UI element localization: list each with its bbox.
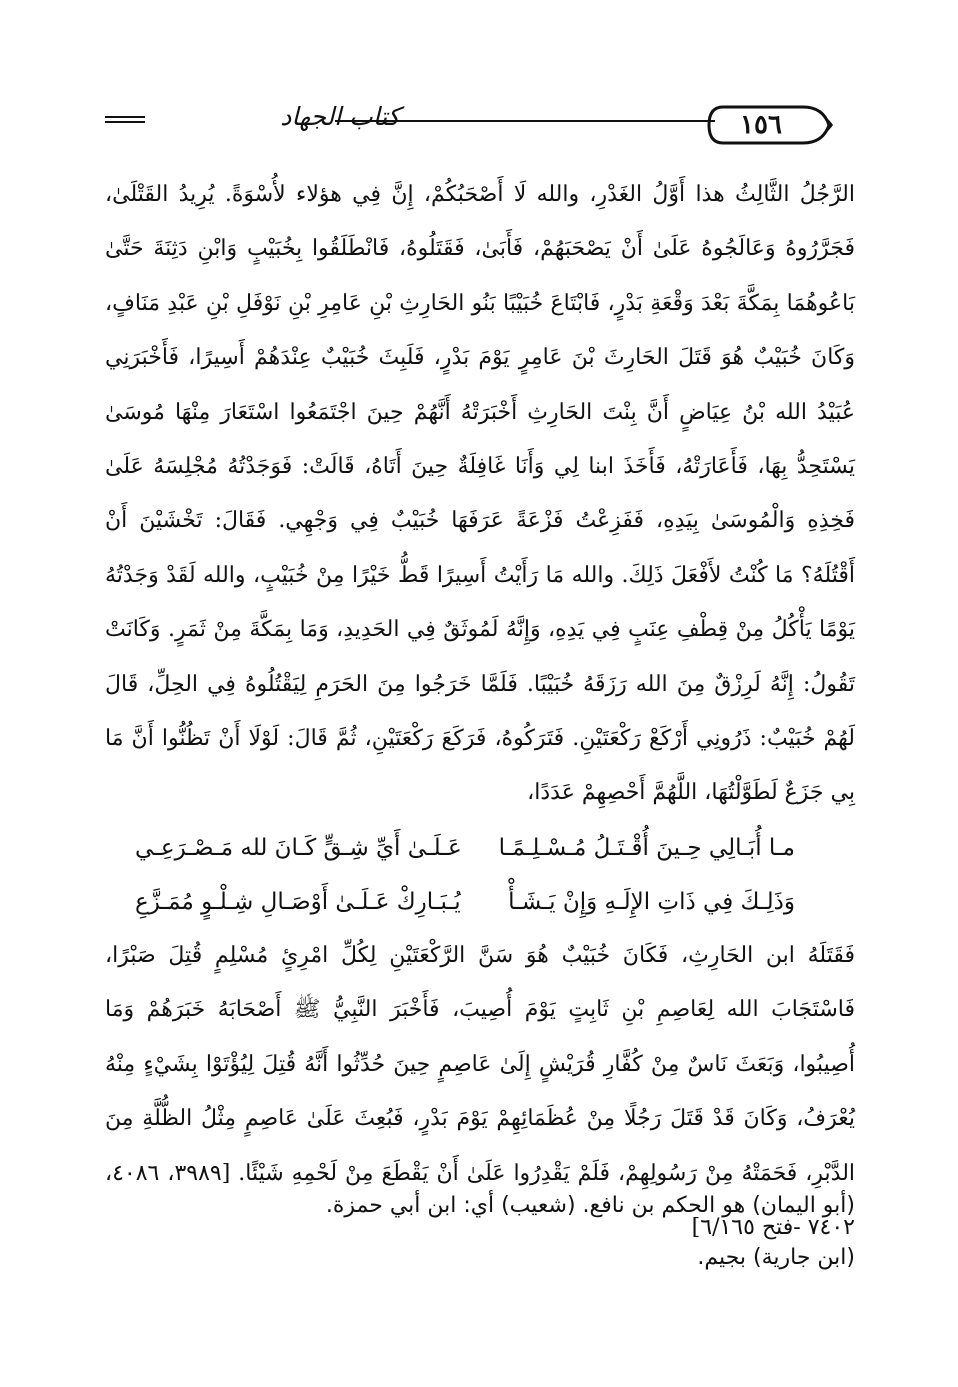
verse-2-second-hemistich: يُـبَـارِكْ عَـلَـىٰ أَوْصَـالِ شِـلْـوٍ مُمَـزَّعِ <box>135 888 461 915</box>
commentary-notes <box>105 1180 855 1284</box>
note-line-1: (أبو اليمان) هو الحكم بن نافع. (شعيب) أي: ابن أبي حمزة. <box>325 1193 855 1218</box>
verse-1-second-hemistich: عَـلَـىٰ أَيِّ شِـقٍّ كَـانَ لله مَـصْـرَعِـي <box>135 834 462 861</box>
note-line-2: (ابن جارية) بجيم. <box>697 1245 855 1270</box>
verse-1-first-hemistich: مـا أُبَـالِي حِـينَ أُقْـتَـلُ مُـسْـلِـمًـا <box>498 834 795 861</box>
header-rule-left <box>105 116 145 123</box>
page-header <box>105 98 855 158</box>
poem-verse-2 <box>105 875 855 929</box>
paragraph-2: فَقَتَلَهُ ابن الحَارِثِ، فَكَانَ خُبَيْبٌ هُوَ سَنَّ الرَّكْعَتَيْنِ لِكُلِّ امْرِئٍ مُسْلِمٍ قُتِلَ صَبْرًا، فَاسْتَجَابَ الله لِعَاصِمِ بْنِ ثَابِتٍ يَوْمَ أُصِيبَ، فَأَخْبَرَ النَّبِيُّ ﷺ أَصْحَابَهُ خَبَرَهُمْ وَمَا أُصِيبُوا، وَبَعَثَ نَاسٌ مِنْ كُفَّارِ قُرَيْشٍ إِلَىٰ عَاصِمٍ حِينَ حُدِّثُوا أَنَّهُ قُتِلَ لِيُؤْتَوْا بِشَيْءٍ مِنْهُ يُعْرَفُ، وَكَانَ قَدْ قَتَلَ رَجُلًا مِنْ عُظَمَائِهِمْ يَوْمَ بَدْرٍ، فَبُعِثَ عَلَىٰ عَاصِمٍ مِثْلُ الظُّلَّةِ مِنَ الدَّبْرِ، فَحَمَتْهُ مِنْ رَسُولِهِمْ، فَلَمْ يَقْدِرُوا عَلَىٰ أَنْ يَقْطَعَ مِنْ لَحْمِهِ شَيْئًا. [٣٩٨٩، ٤٠٨٦، ٧٤٠٢ -فتح ٦/١٦٥] <box>105 942 856 1240</box>
hadith-text <box>105 168 855 1255</box>
paragraph-1: الرَّجُلُ الثَّالِثُ هذا أَوَّلُ الغَدْرِ، والله لَا أَصْحَبُكُمْ، إِنَّ فِي هؤلاء لأُسْوَةً. يُرِيدُ القَتْلَىٰ، فَجَرَّرُوهُ وَعَالَجُوهُ عَلَىٰ أَنْ يَصْحَبَهُمْ، فَأَبَىٰ، فَقَتَلُوهُ، فَانْطَلَقُوا بِخُبَيْبٍ وَابْنِ دَثِنَةَ حَتَّىٰ بَاعُوهُمَا بِمَكَّةَ بَعْدَ وَقْعَةِ بَدْرٍ، فَابْتَاعَ خُبَيْبًا بَنُو الحَارِثِ بْنِ عَامِرِ بْنِ نَوْفَلِ بْنِ عَبْدِ مَنَافٍ، وَكَانَ خُبَيْبٌ هُوَ قَتَلَ الحَارِثَ بْنَ عَامِرٍ يَوْمَ بَدْرٍ، فَلَبِثَ خُبَيْبٌ عِنْدَهُمْ أَسِيرًا، فَأَخْبَرَنِي عُبَيْدُ الله بْنُ عِيَاضٍ أَنَّ بِنْتَ الحَارِثِ أَخْبَرَتْهُ أَنَّهُمْ حِينَ اجْتَمَعُوا اسْتَعَارَ مِنْهَا مُوسَىٰ يَسْتَحِدُّ بِهَا، فَأَعَارَتْهُ، فَأَخَذَ ابنا لِي وَأَنَا غَافِلَةٌ حِينَ أَتَاهُ، قَالَتْ: فَوَجَدْتُهُ مُجْلِسَهُ عَلَىٰ فَخِذِهِ وَالْمُوسَىٰ بِيَدِهِ، فَفَزِعْتُ فَزْعَةً عَرَفَهَا خُبَيْبٌ فِي وَجْهِي. فَقَالَ: تَخْشَيْنَ أَنْ أَقْتُلَهُ؟ مَا كُنْتُ لأَفْعَلَ ذَلِكَ. والله مَا رَأَيْتُ أَسِيرًا قَطُّ خَيْرًا مِنْ خُبَيْبٍ، والله لَقَدْ وَجَدْتُهُ يَوْمًا يَأْكُلُ مِنْ قِطْفِ عِنَبٍ فِي يَدِهِ، وَإِنَّهُ لَمُوثَقٌ فِي الحَدِيدِ، وَمَا بِمَكَّةَ مِنْ ثَمَرٍ. وَكَانَتْ تَقُولُ: إِنَّهُ لَرِزْقٌ مِنَ الله رَزَقَهُ خُبَيْبًا. فَلَمَّا خَرَجُوا مِنَ الحَرَمِ لِيَقْتُلُوهُ فِي الحِلِّ، قَالَ لَهُمْ خُبَيْبٌ: ذَرُونِي أَرْكَعْ رَكْعَتَيْنِ. فَتَرَكُوهُ، فَرَكَعَ رَكْعَتَيْنِ، ثُمَّ قَالَ: لَوْلَا أَنْ تَظُنُّوا أَنَّ مَا بِي جَزَعٌ لَطَوَّلْتُهَا، اللَّهُمَّ أَحْصِهِمْ عَدَدًا، <box>105 182 855 806</box>
poem-verse-1 <box>105 821 855 875</box>
page-number-badge <box>705 104 835 146</box>
verse-2-first-hemistich: وَذَلِـكَ فِي ذَاتِ الإِلَـهِ وَإِنْ يَـشَـأْ <box>508 888 795 915</box>
page-number: ١٥٦ <box>740 110 782 140</box>
book-title: كتاب الجهاد <box>280 102 400 131</box>
header-rule-middle <box>335 120 715 122</box>
